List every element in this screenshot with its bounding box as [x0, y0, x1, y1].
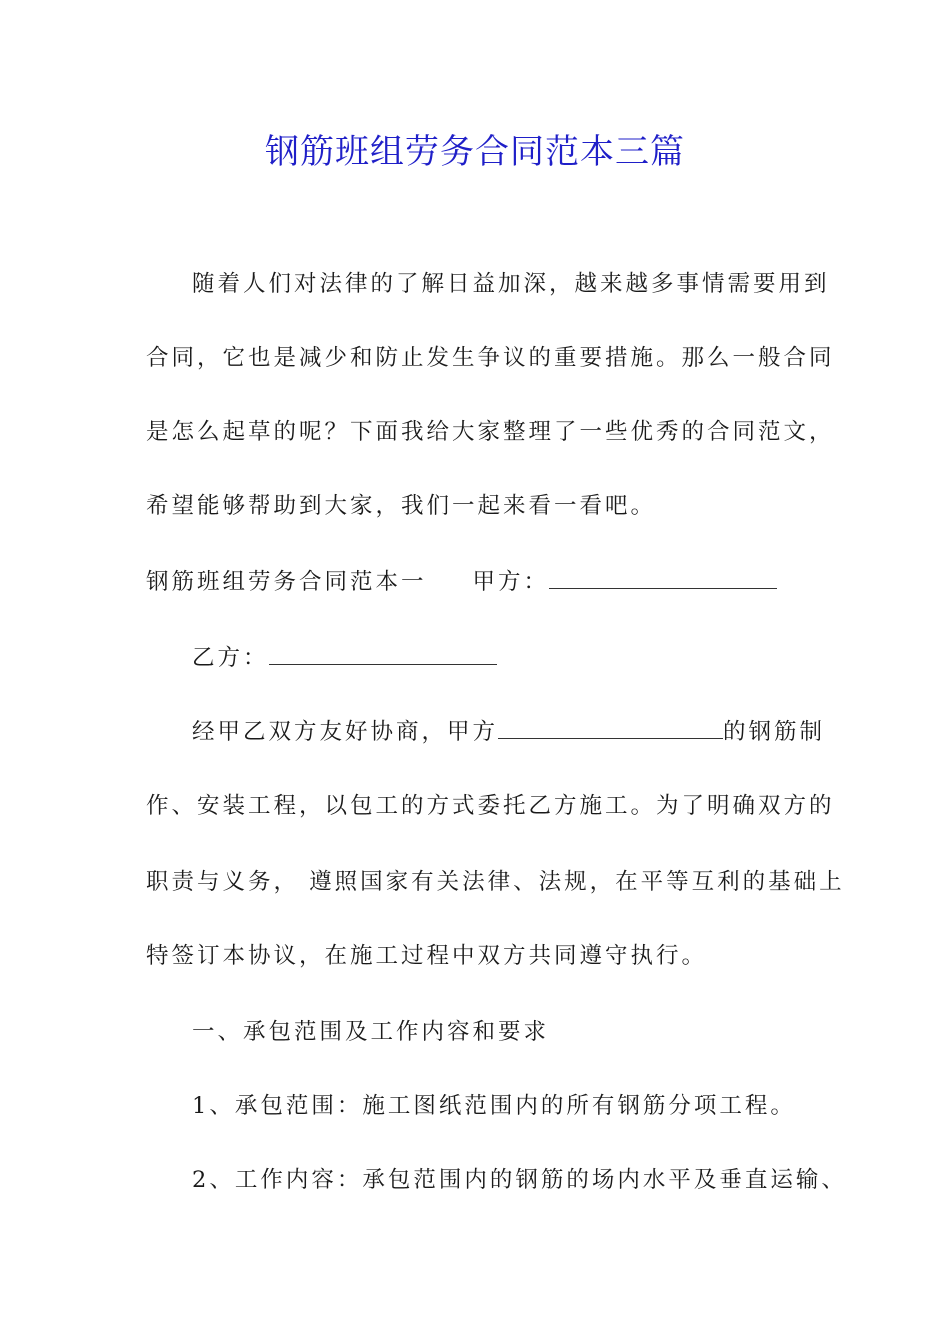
intro-line-2: 合同，它也是减少和防止发生争议的重要措施。那么一般合同 — [146, 345, 835, 371]
intro-line-4: 希望能够帮助到大家，我们一起来看一看吧。 — [146, 493, 657, 519]
party-b-row — [192, 642, 497, 674]
para1-line-1 — [192, 716, 825, 748]
clause-item-2: 2、工作内容：承包范围内的钢筋的场内水平及垂直运输、 — [192, 1167, 847, 1193]
party-b-blank — [269, 642, 497, 665]
party-a-blank — [549, 566, 777, 589]
section-heading: 钢筋班组劳务合同范本一 — [146, 569, 427, 595]
para1-line-3: 职责与义务， 遵照国家有关法律、法规，在平等互利的基础上 — [146, 869, 845, 895]
document-title: 钢筋班组劳务合同范本三篇 — [265, 132, 685, 172]
party-a-label: 甲方： — [472, 569, 550, 595]
clause-heading: 一、承包范围及工作内容和要求 — [192, 1019, 550, 1045]
party-b-label: 乙方： — [192, 645, 269, 671]
para1-start: 经甲乙双方友好协商，甲方 — [192, 719, 499, 745]
project-name-blank — [498, 716, 723, 739]
intro-line-3: 是怎么起草的呢？下面我给大家整理了一些优秀的合同范文， — [146, 419, 835, 445]
para1-line-4: 特签订本协议，在施工过程中双方共同遵守执行。 — [146, 943, 708, 969]
para1-line-2: 作、安装工程，以包工的方式委托乙方施工。为了明确双方的 — [146, 793, 835, 819]
clause-item-1: 1、承包范围：施工图纸范围内的所有钢筋分项工程。 — [192, 1093, 796, 1119]
para1-end: 的钢筋制 — [723, 719, 826, 745]
party-a-row — [146, 566, 777, 598]
intro-line-1: 随着人们对法律的了解日益加深，越来越多事情需要用到 — [192, 271, 830, 297]
